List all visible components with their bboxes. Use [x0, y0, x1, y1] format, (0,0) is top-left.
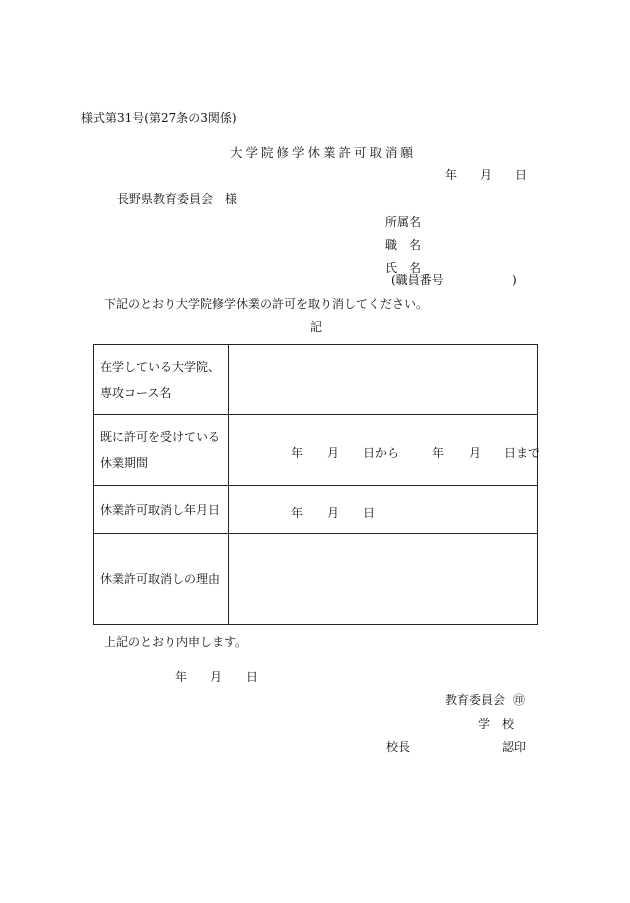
table-row [94, 345, 538, 415]
period-end-day: 日まで [504, 446, 541, 460]
table-row [94, 486, 538, 534]
principal-seal: 認印 [502, 740, 527, 754]
board-seal-icon: ㊞ [513, 693, 526, 707]
addressee: 長野県教育委員会 様 [117, 192, 238, 206]
ki-heading: 記 [310, 320, 323, 334]
grad-school-label-line1: 在学している大学院、 [100, 359, 221, 374]
period-start-day: 日から [363, 446, 400, 460]
date-day: 日 [515, 168, 528, 182]
revocation-date-label-text: 休業許可取消し年月日 [100, 502, 221, 517]
leave-period-label [94, 415, 229, 486]
revocation-year: 年 [291, 505, 304, 520]
revocation-month: 月 [327, 505, 340, 520]
intro-text: 下記のとおり大学院修学休業の許可を取り消してください。 [104, 297, 429, 311]
grad-school-label-line2: 専攻コース名 [100, 385, 172, 400]
grad-school-value[interactable] [229, 345, 538, 415]
affiliation-label: 所属名 [385, 215, 422, 229]
school-name: 学 校 [478, 717, 515, 731]
date-month: 月 [480, 168, 493, 182]
closing-date-year: 年 [175, 670, 188, 684]
employee-number-close: ) [512, 273, 517, 287]
employee-number-open: (職員番号 [391, 273, 444, 287]
position-label: 職 名 [385, 238, 422, 252]
revocation-reason-label-text: 休業許可取消しの理由 [100, 572, 221, 586]
page-title: 大学院修学休業許可取消願 [230, 145, 417, 160]
revocation-date-value[interactable] [229, 486, 538, 534]
closing-date-month: 月 [210, 670, 223, 684]
principal-label: 校長 [386, 740, 411, 754]
table-row [94, 415, 538, 486]
revocation-date-label [94, 486, 229, 534]
details-table [93, 344, 541, 625]
date-year: 年 [445, 168, 458, 182]
closing-text: 上記のとおり内申します。 [104, 635, 248, 649]
leave-period-value[interactable] [229, 415, 541, 486]
name-label: 氏 名 [385, 261, 422, 275]
leave-period-label-line2: 休業期間 [100, 456, 149, 470]
revocation-reason-label [94, 534, 229, 625]
revocation-reason-value[interactable] [229, 534, 538, 625]
period-start-year: 年 [291, 446, 304, 460]
table-row [94, 534, 538, 625]
board-name: 教育委員会 [445, 693, 506, 707]
period-end-year: 年 [432, 446, 445, 460]
leave-period-label-line1: 既に許可を受けている [100, 430, 221, 444]
form-number: 様式第31号(第27条の3関係) [81, 111, 237, 125]
grad-school-label [94, 345, 229, 415]
closing-date-day: 日 [246, 670, 259, 684]
period-end-month: 月 [469, 446, 482, 460]
period-start-month: 月 [327, 446, 340, 460]
revocation-day: 日 [363, 505, 376, 520]
